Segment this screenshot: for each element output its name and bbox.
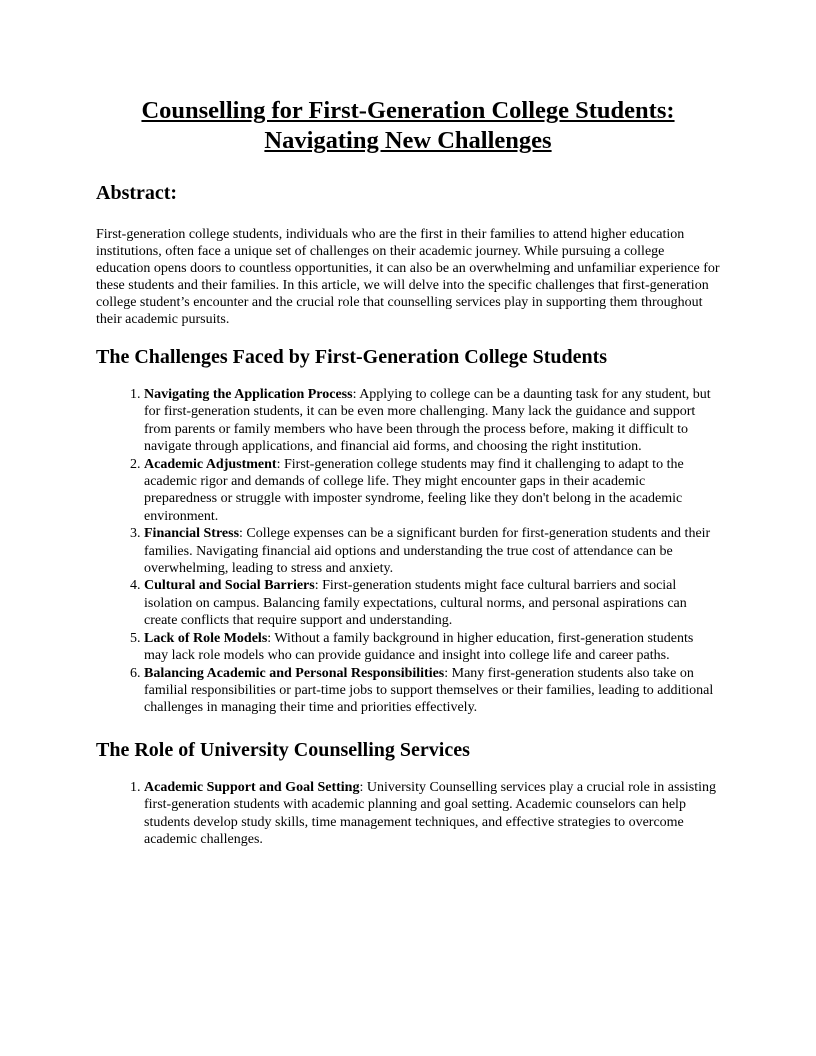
challenges-list [96, 386, 720, 717]
list-item [144, 386, 720, 456]
list-item-term: Balancing Academic and Personal Responsibilities [144, 665, 445, 681]
services-heading: The Role of University Counselling Services [96, 738, 470, 761]
abstract-paragraph: First-generation college students, individuals who are the first in their families to attend higher education institutions, often face a unique set of challenges on their academic journey. While pursuing a college education opens doors to countless opportunities, it can also be an overwhelming and unfamiliar experience for these students and their families. In this article, we will delve into the specific challenges that first-generation college student’s encounter and the crucial role that counselling services play in supporting them throughout their academic pursuits. [96, 227, 720, 327]
list-item [144, 779, 720, 849]
list-item-text: : College expenses can be a significant burden for first-generation students and their families. Navigating financial aid options and understanding the true cost of attendance can be overwhelming, leading to stress and anxiety. [144, 526, 711, 577]
list-item [144, 525, 720, 577]
list-item [144, 665, 720, 717]
document-page [96, 96, 720, 848]
services-list [96, 779, 720, 849]
list-item-text: : First-generation college students may find it challenging to adapt to the academic rigor and demands of college life. They might encounter gaps in their academic preparedness or struggle with imposter syndrome, feeling like they don't belong in the academic environment. [144, 456, 684, 524]
title-line-1: Counselling for First-Generation College Students: [141, 97, 675, 124]
abstract-heading: Abstract: [96, 182, 178, 204]
list-item-text: : First-generation students might face cultural barriers and social isolation on campus. Balancing family expectations, cultural norms, and personal aspirations can create conflicts that require support and understanding. [144, 578, 687, 629]
list-item-term: Lack of Role Models [144, 630, 268, 646]
list-item-text: : Many first-generation students also take on familial responsibilities or part-time jobs to support themselves or their families, leading to additional challenges in managing their time and priorities effectively. [144, 665, 714, 716]
challenges-heading: The Challenges Faced by First-Generation College Students [96, 346, 608, 368]
list-item-term: Academic Support and Goal Setting [144, 779, 360, 795]
document-title [96, 96, 720, 156]
list-item-text: : University Counselling services play a crucial role in assisting first-generation students with academic planning and goal setting. Academic counselors can help students develop study skills, time management techniques, and effective strategies to overcome academic challenges. [144, 779, 717, 847]
list-item [144, 577, 720, 629]
list-item-text: : Applying to college can be a daunting task for any student, but for first-generation students, it can be even more challenging. Many lack the guidance and support from parents or family members who have been through the process before, making it difficult to navigate through applications, and financial aid forms, and choosing the right institution. [144, 387, 711, 455]
list-item-text: : Without a family background in higher education, first-generation students may lack role models who can provide guidance and insight into college life and career paths. [144, 630, 694, 664]
list-item [144, 456, 720, 526]
list-item-term: Navigating the Application Process [144, 387, 353, 402]
list-item-term: Cultural and Social Barriers [144, 578, 315, 594]
list-item [144, 630, 720, 665]
title-line-2: Navigating New Challenges [264, 127, 552, 154]
list-item-term: Academic Adjustment [144, 456, 277, 472]
list-item-term: Financial Stress [144, 526, 240, 542]
